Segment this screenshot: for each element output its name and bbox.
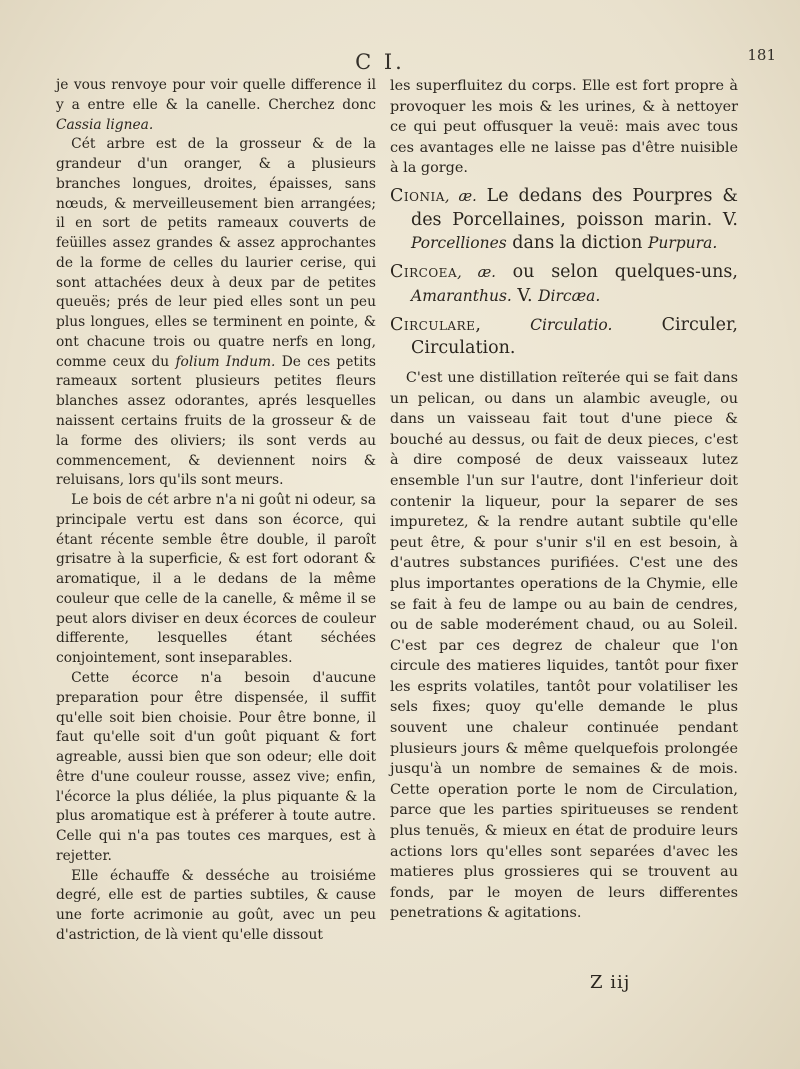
cross-reference: Amaranthus. [411, 286, 512, 305]
left-paragraph-5: Elle échauffe & desséche au troisiéme degré, elle est de parties subtiles, & cause une forte acrimonie au goût, avec un peu d'astriction, de là vient qu'elle dissout [56, 867, 376, 943]
text-run: je vous renvoye pour voir quelle difference il y a entre elle & la canelle. Cherchez donc [56, 77, 376, 113]
cross-reference: Cassia lignea. [56, 116, 154, 133]
section-heading: C I. [355, 50, 405, 74]
entry-headword: Cionia [390, 185, 445, 206]
entry-text: , [475, 314, 531, 335]
right-column [390, 76, 738, 924]
text-run: Cét arbre est de la grosseur & de la grandeur d'un oranger, & a plusieurs branches longues, droites, épaisses, sans nœuds, & merveilleusement bien arrangées; il en sort de petits rameaux couverts de feüilles assez grandes & assez approchantes de la forme de celles du laurier cerise, qui sont attachées deux à deux par de petites queuës; prés de leur pied elles sont un peu plus longues, elles se terminent en pointe, & ont chacune trois ou quatre nerfs en long, comme ceux du [56, 136, 376, 370]
cross-reference: Dircæa. [538, 286, 601, 305]
left-column [56, 76, 376, 946]
dictionary-entry-circoea [390, 261, 738, 308]
entry-text: dans la diction [506, 232, 648, 253]
cross-reference: folium Indum. [175, 353, 276, 370]
entry-text: V. [511, 285, 539, 306]
dictionary-entry-circulare [390, 314, 738, 360]
running-head [0, 46, 800, 76]
left-paragraph-4: Cette écorce n'a besoin d'aucune preparation pour être dispensée, il suffit qu'elle soit bien choisie. Pour être bonne, il faut qu'elle soit d'un goût piquant & fort agreable, aussi bien que son odeur; elle doit être d'une couleur rousse, assez vive; enfin, l'écorce la plus déliée, la plus piquante & la plus aromatique est à préferer à toute autre. Celle qui n'a pas toutes ces marques, est à rejetter. [56, 669, 376, 864]
entry-text: Circuler, Circulation. [411, 314, 738, 358]
entry-grammar: , æ. [457, 264, 496, 281]
entry-text: Le dedans des Pourpres & des Porcellaines, poisson marin. V. [411, 185, 738, 230]
entry-grammar: , æ. [444, 188, 477, 205]
entry-headword: Circoea [390, 261, 458, 282]
text-run: De ces petits rameaux sortent plusieurs petites fleurs blanches assez odorantes, aprés lesquelles naissent certains fruits de la grosseur & de la forme des oliviers; ils sont verds au commencement, & deviennent noirs & reluisans, lors qu'ils sont meurs. [56, 353, 376, 489]
spacer [390, 360, 738, 368]
page-number: 181 [747, 46, 776, 64]
cross-reference: Porcelliones [411, 233, 507, 252]
right-paragraph-2: C'est une distillation reïterée qui se fait dans un pelican, ou dans un alambic aveugle, ou dans un vaisseau fait tout d'une piece & bouché au dessus, ou fait de deux pieces, c'est à dire composé de deux vaisseaux lutez ensemble l'un sur l'autre, dont l'inferieur doit contenir la liqueur, pour la separer de ses impuretez, & la rendre autant subtile qu'elle peut être, & pour s'unir s'il en est besoin, à d'autres substances purifiées. C'est une des plus importantes operations de la Chymie, elle se fait à feu de lampe ou au bain de cendres, ou de sable moderément chaud, ou au Soleil. C'est par ces degrez de chaleur que l'on circule des matieres liquides, tantôt pour fixer les esprits volatiles, tantôt pour volatiliser les sels fixes; quoy qu'elle demande le plus souvent une chaleur continuée pendant plusieurs jours & même quelquefois prolongée jusqu'à un nombre de semaines & de mois. Cette operation porte le nom de Circulation, parce que les parties spiritueuses se rendent plus tenuës, & mieux en état de produire leurs actions lors qu'elles sont separées d'avec les matieres plus grossieres qui se trouvent au fonds, par le moyen de leurs differentes penetrations & agitations. [390, 369, 738, 922]
cross-reference: Circulatio. [530, 315, 613, 334]
left-paragraph-2 [56, 135, 376, 491]
right-paragraph-1: les superfluitez du corps. Elle est fort propre à provoquer les mois & les urines, & à nettoyer ce qui peut offusquer la veuë: mais avec tous ces avantages elle ne laisse pas d'être nuisible à la gorge. [390, 78, 738, 177]
dictionary-entry-cionia [390, 185, 738, 255]
cross-reference: Purpura. [647, 233, 718, 252]
left-paragraph-1 [56, 76, 376, 135]
left-paragraph-3: Le bois de cét arbre n'a ni goût ni odeur, sa principale vertu est dans son écorce, qui étant récente semble être double, il paroît grisatre à la superficie, & est fort odorant & aromatique, il a le dedans de la même couleur que celle de la canelle, & même il se peut alors diviser en deux écorces de couleur differente, lesquelles étant séchées conjointement, sont inseparables. [56, 492, 376, 667]
entry-headword: Circulare [390, 314, 476, 335]
entry-text: ou selon quelques-uns, [495, 261, 738, 282]
signature-mark: Z iij [590, 972, 631, 993]
